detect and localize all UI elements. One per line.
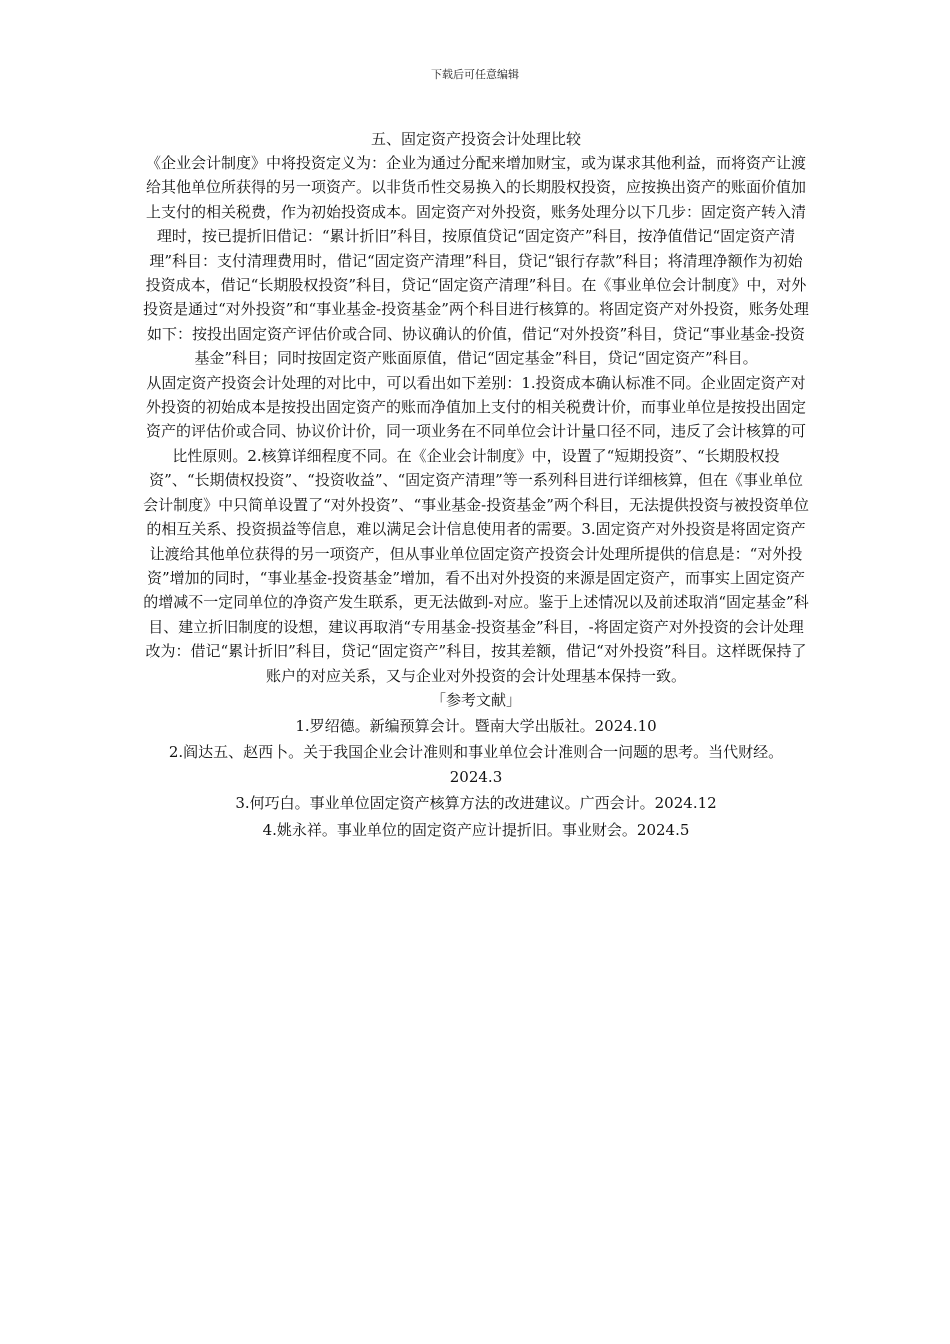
reference-item-2: 2.阎达五、赵西卜。关于我国企业会计准则和事业单位会计准则合一问题的思考。当代财经。2024.3 xyxy=(168,743,784,786)
reference-item-1: 1.罗绍德。新编预算会计。暨南大学出版社。2024.10 xyxy=(295,716,657,735)
reference-item-3: 3.何巧白。事业单位固定资产核算方法的改进建议。广西会计。2024.12 xyxy=(235,794,717,813)
paragraph-1: 《企业会计制度》中将投资定义为：企业为通过分配来增加财宝，或为谋求其他利益，而将资产让渡给其他单位所获得的另一项资产。以非货币性交易换入的长期股权投资，应按换出资产的账面价值加上支付的相关税费，作为初始投资成本。固定资产对外投资，账务处理分以下几步：固定资产转入清理时，按已提折旧借记：“累计折旧”科目，按原值贷记“固定资产”科目，按净值借记“固定资产清理”科目：支付清理费用时，借记“固定资产清理”科目，贷记“银行存款”科目；将清理净额作为初始投资成本，借记“长期股权投资”科目，贷记“固定资产清理”科目。在《事业单位会计制度》中，对外投资是通过“对外投资”和“事业基金-投资基金”两个科目进行核算的。将固定资产对外投资，账务处理如下：按投出固定资产评估价或合同、协议确认的价值，借记“对外投资”科目，贷记“事业基金-投资基金”科目；同时按固定资产账面原值，借记“固定基金”科目，贷记“固定资产”科目。 xyxy=(143,154,809,368)
reference-item-4: 4.姚永祥。事业单位的固定资产应计提折旧。事业财会。2024.5 xyxy=(262,820,690,839)
section-title: 五、固定资产投资会计处理比较 xyxy=(370,130,581,148)
paragraph-2: 从固定资产投资会计处理的对比中，可以看出如下差别：1.投资成本确认标准不同。企业固定资产对外投资的初始成本是按投出固定资产的账而净值加上支付的相关税费计价，而事业单位是按投出固定资产的评估价或合同、协议价计价，同一项业务在不同单位会计计量口径不同，违反了会计核算的可比性原则。2.核算详细程度不同。在《企业会计制度》中，设置了“短期投资”、“长期股权投资”、“长期债权投资”、“投资收益”、“固定资产清理”等一系列科目进行详细核算，但在《事业单位会计制度》中只简单设置了“对外投资”、“事业基金-投资基金”两个科目，无法提供投资与被投资单位的相互关系、投资损益等信息，难以满足会计信息使用者的需要。3.固定资产对外投资是将固定资产让渡给其他单位获得的另一项资产，但从事业单位固定资产投资会计处理所提供的信息是：“对外投资”增加的同时，“事业基金-投资基金”增加，看不出对外投资的来源是固定资产，而事实上固定资产的增减不一定同单位的净资产发生联系，更无法做到-对应。鉴于上述情况以及前述取消“固定基金”科目、建立折旧制度的设想，建议再取消“专用基金-投资基金”科目，-将固定资产对外投资的会计处理改为：借记“累计折旧”科目，贷记“固定资产”科目，按其差额，借记“对外投资”科目。这样既保持了账户的对应关系，又与企业对外投资的会计处理基本保持一致。 xyxy=(143,373,809,685)
article-body xyxy=(143,127,809,842)
references-heading: 「参考文献」 xyxy=(430,690,521,709)
page-header-note: 下载后可任意编辑 xyxy=(431,68,519,81)
